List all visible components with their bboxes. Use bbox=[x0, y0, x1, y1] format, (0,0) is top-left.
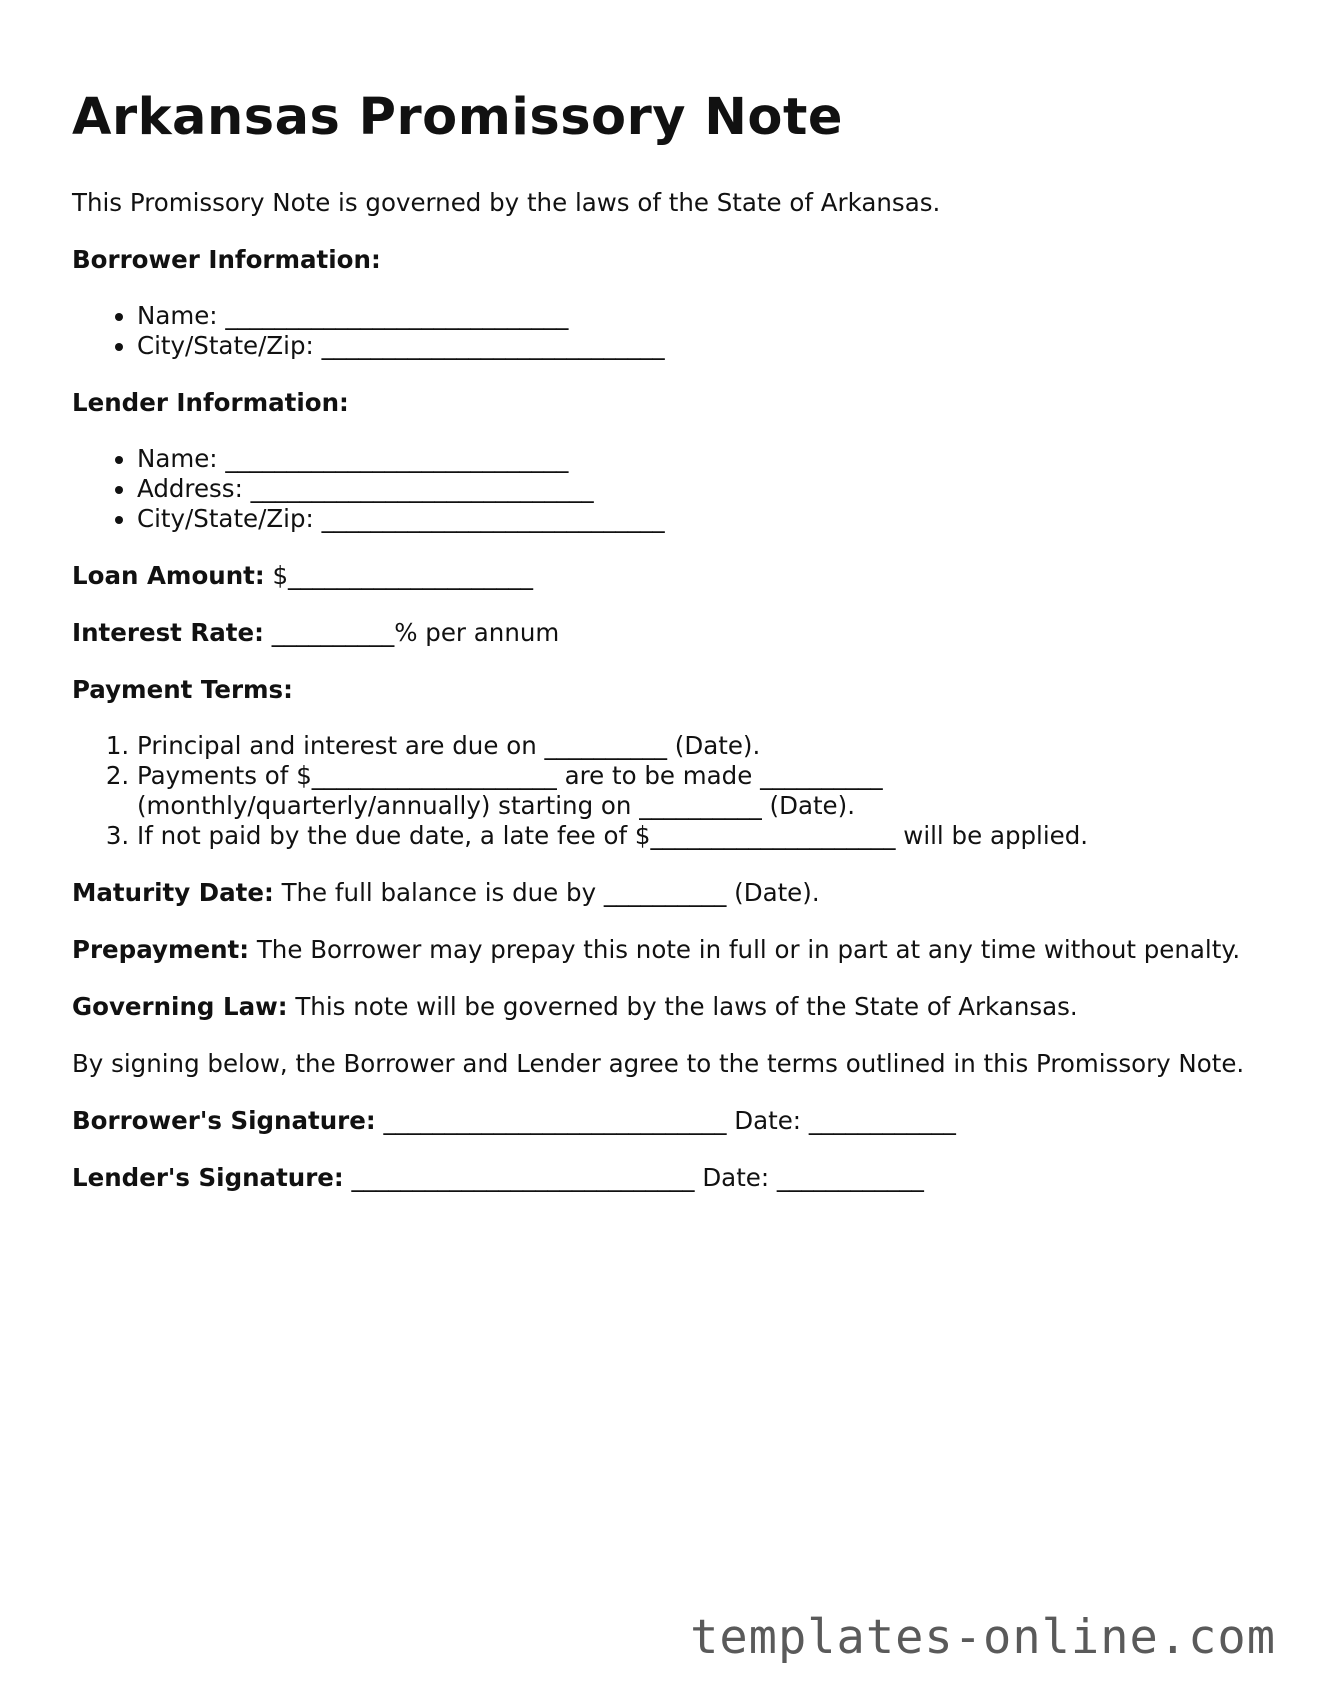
maturity-date-line bbox=[72, 878, 1252, 908]
payment-terms-heading bbox=[72, 675, 1252, 705]
lender-signature-line bbox=[72, 1163, 1252, 1193]
loan-amount-value: $____________________ bbox=[272, 561, 534, 590]
prepayment-label: Prepayment: bbox=[72, 935, 250, 964]
lender-heading bbox=[72, 388, 1252, 418]
payment-term-item: 1. Principal and interest are due on __________ (Date). bbox=[137, 731, 1252, 761]
borrower-name-item: • Name: ____________________________ bbox=[137, 301, 1252, 331]
borrower-signature-blank: ____________________________ Date: ____________ bbox=[383, 1106, 956, 1135]
prepayment-line bbox=[72, 935, 1252, 965]
maturity-date-label: Maturity Date: bbox=[72, 878, 274, 907]
payment-terms-label: Payment Terms: bbox=[72, 675, 293, 704]
lender-signature-label: Lender's Signature: bbox=[72, 1163, 344, 1192]
interest-rate-value: __________% per annum bbox=[271, 618, 560, 647]
loan-amount-line bbox=[72, 561, 1252, 591]
lender-city-item: • City/State/Zip: ____________________________ bbox=[137, 504, 1252, 534]
maturity-date-text: The full balance is due by __________ (Date). bbox=[281, 878, 820, 907]
governing-law-text: This note will be governed by the laws of the State of Arkansas. bbox=[295, 992, 1078, 1021]
lender-list bbox=[72, 444, 1252, 534]
borrower-signature-line bbox=[72, 1106, 1252, 1136]
borrower-heading bbox=[72, 245, 1252, 275]
governing-law-label: Governing Law: bbox=[72, 992, 288, 1021]
interest-rate-label: Interest Rate: bbox=[72, 618, 264, 647]
document-page bbox=[72, 88, 1252, 1220]
loan-amount-label: Loan Amount: bbox=[72, 561, 265, 590]
interest-rate-line bbox=[72, 618, 1252, 648]
document-title: Arkansas Promissory Note bbox=[72, 88, 843, 147]
payment-terms-list bbox=[72, 731, 1252, 851]
payment-term-item: 3. If not paid by the due date, a late fee of $____________________ will be applied. bbox=[137, 821, 1252, 851]
intro-paragraph: This Promissory Note is governed by the laws of the State of Arkansas. bbox=[72, 188, 941, 217]
watermark: templates-online.com bbox=[690, 1610, 1276, 1665]
governing-law-line bbox=[72, 992, 1252, 1022]
agreement-paragraph: By signing below, the Borrower and Lender agree to the terms outlined in this Promissory Note. bbox=[72, 1049, 1245, 1078]
borrower-city-item: • City/State/Zip: ____________________________ bbox=[137, 331, 1252, 361]
prepayment-text: The Borrower may prepay this note in full or in part at any time without penalty. bbox=[256, 935, 1241, 964]
borrower-list bbox=[72, 301, 1252, 361]
lender-name-item: • Name: ____________________________ bbox=[137, 444, 1252, 474]
borrower-signature-label: Borrower's Signature: bbox=[72, 1106, 376, 1135]
payment-term-item: 2. Payments of $____________________ are to be made __________ (monthly/quarterly/annually) starting on __________ (Date). bbox=[137, 761, 957, 821]
borrower-heading-label: Borrower Information: bbox=[72, 245, 381, 274]
lender-heading-label: Lender Information: bbox=[72, 388, 349, 417]
lender-signature-blank: ____________________________ Date: ____________ bbox=[351, 1163, 924, 1192]
lender-address-item: • Address: ____________________________ bbox=[137, 474, 1252, 504]
